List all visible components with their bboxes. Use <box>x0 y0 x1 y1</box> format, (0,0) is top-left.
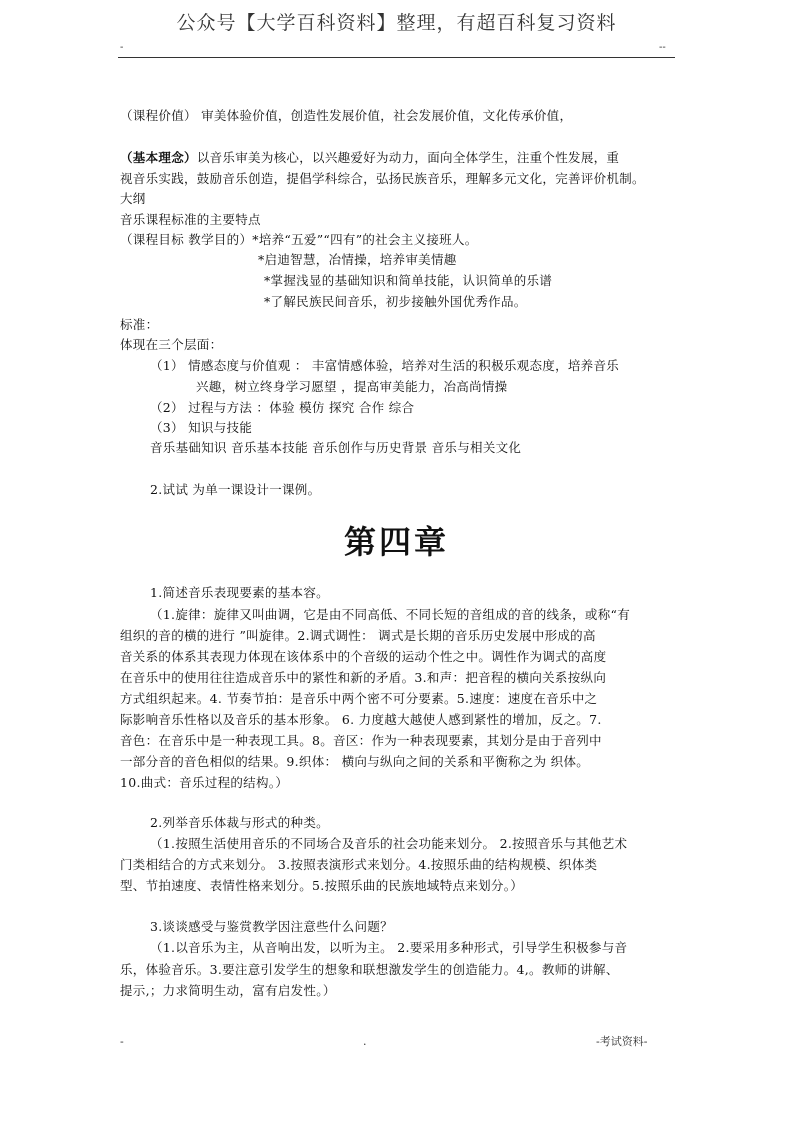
answer-3-line-3: 提示,；力求简明生动，富有启发性。） <box>120 983 336 998</box>
footer-label: -考试资料- <box>596 1035 648 1048</box>
goal-line: （课程目标 教学目的）*培养“五爱”“四有”的社会主义接班人。 <box>120 232 478 247</box>
level-1-line-a: （1） 情感态度与价值观 ： 丰富情感体验，培养对生活的积极乐观态度，培养音乐 <box>150 358 620 373</box>
header-right-mark: -- <box>659 42 666 53</box>
answer-3-line-2: 乐，体验音乐。3.要注意引发学生的想象和联想激发学生的创造能力。4,。教师的讲解、 <box>120 962 619 977</box>
question-3: 3.谈谈感受与鉴赏教学因注意些什么问题？ <box>150 919 393 934</box>
header-divider <box>118 57 675 58</box>
basic-idea-label: （基本理念） <box>120 150 197 165</box>
course-value-line: （课程价值） 审美体验价值，创造性发展价值，社会发展价值，文化传承价值， <box>120 108 573 123</box>
level-1-line-b: 兴趣，树立终身学习愿望 ，提高审美能力，冶高尚情操 <box>196 379 508 394</box>
levels-label: 体现在三个层面： <box>120 337 223 352</box>
answer-1-line-5: 方式组织起来。4. 节奏节拍：是音乐中两个密不可分要素。5.速度：速度在音乐中之 <box>120 691 598 706</box>
features-title: 音乐课程标准的主要特点 <box>120 212 261 227</box>
answer-1-line-8: 一部分音的音色相似的结果。9.织体： 横向与纵向之间的关系和平衡称之为 织体。 <box>120 754 590 769</box>
answer-1-line-1: （1.旋律：旋律又叫曲调，它是由不同高低、不同长短的音组成的音的线条，或称“有 <box>150 607 631 622</box>
answer-1-line-4: 在音乐中的使用往往造成音乐中的紧性和新的矛盾。3.和声：把音程的横向关系按纵向 <box>120 670 607 685</box>
answer-3-line-1: （1.以音乐为主，从音响出发，以听为主。 2.要采用多种形式，引导学生积极参与音 <box>150 940 628 955</box>
answer-1-line-6: 际影响音乐性格以及音乐的基本形象。 6. 力度越大越使人感到紧性的增加，反之。7. <box>120 712 602 727</box>
footer-left-mark: - <box>120 1035 124 1048</box>
question-1: 1.简述音乐表现要素的基本容。 <box>150 585 329 600</box>
level-3-items: 音乐基础知识 音乐基本技能 音乐创作与历史背景 音乐与相关文化 <box>150 440 522 455</box>
footer-center-mark: . <box>363 1035 367 1048</box>
chapter-title: 第四章 <box>343 523 449 561</box>
level-3-line: （3） 知识与技能 <box>150 420 253 435</box>
goal-item-1: *启迪智慧，冶情操，培养审美情趣 <box>258 252 457 267</box>
answer-1-line-3: 音关系的体系其表现力体现在该体系中的个音级的运动个性之中。调性作为调式的高度 <box>120 649 607 664</box>
answer-2-line-3: 型、节拍速度、表情性格来划分。5.按照乐曲的民族地域特点来划分。） <box>120 878 524 893</box>
basic-idea-line-2: 视音乐实践，鼓励音乐创造，提倡学科综合，弘扬民族音乐，理解多元文化，完善评价机制。 <box>120 171 645 186</box>
level-2-line: （2） 过程与方法 ：体验 模仿 探究 合作 综合 <box>150 400 415 415</box>
basic-idea-line-1 <box>120 148 619 168</box>
question-2: 2.列举音乐体裁与形式的种类。 <box>150 815 329 830</box>
standard-label: 标准： <box>120 317 159 332</box>
basic-idea-text-1: 以音乐审美为核心，以兴趣爱好为动力，面向全体学生，注重个性发展，重 <box>196 150 620 165</box>
try-item: 2.试试 为单一课设计一课例。 <box>150 482 321 497</box>
goal-item-2: *掌握浅显的基础知识和简单技能，认识简单的乐谱 <box>264 273 553 288</box>
goal-item-3: *了解民族民间音乐，初步接触外国优秀作品。 <box>264 294 527 309</box>
answer-1-line-9: 10.曲式：音乐过程的结构。） <box>120 775 289 790</box>
answer-2-line-1: （1.按照生活使用音乐的不同场合及音乐的社会功能来划分。 2.按照音乐与其他艺术 <box>150 836 628 851</box>
answer-2-line-2: 门类相结合的方式来划分。 3.按照表演形式来划分。4.按照乐曲的结构规模、织体类 <box>120 857 598 872</box>
page-header-title: 公众号【大学百科资料】整理，有超百科复习资料 <box>176 12 617 34</box>
answer-1-line-7: 音色：在音乐中是一种表现工具。8。音区：作为一种表现要素，其划分是由于音列中 <box>120 733 602 748</box>
outline-heading: 大纲 <box>120 191 146 206</box>
answer-1-line-2: 组织的音的横的进行 ”叫旋律。2.调式调性： 调式是长期的音乐历史发展中形成的高 <box>120 628 596 643</box>
header-left-mark: - <box>120 42 124 53</box>
